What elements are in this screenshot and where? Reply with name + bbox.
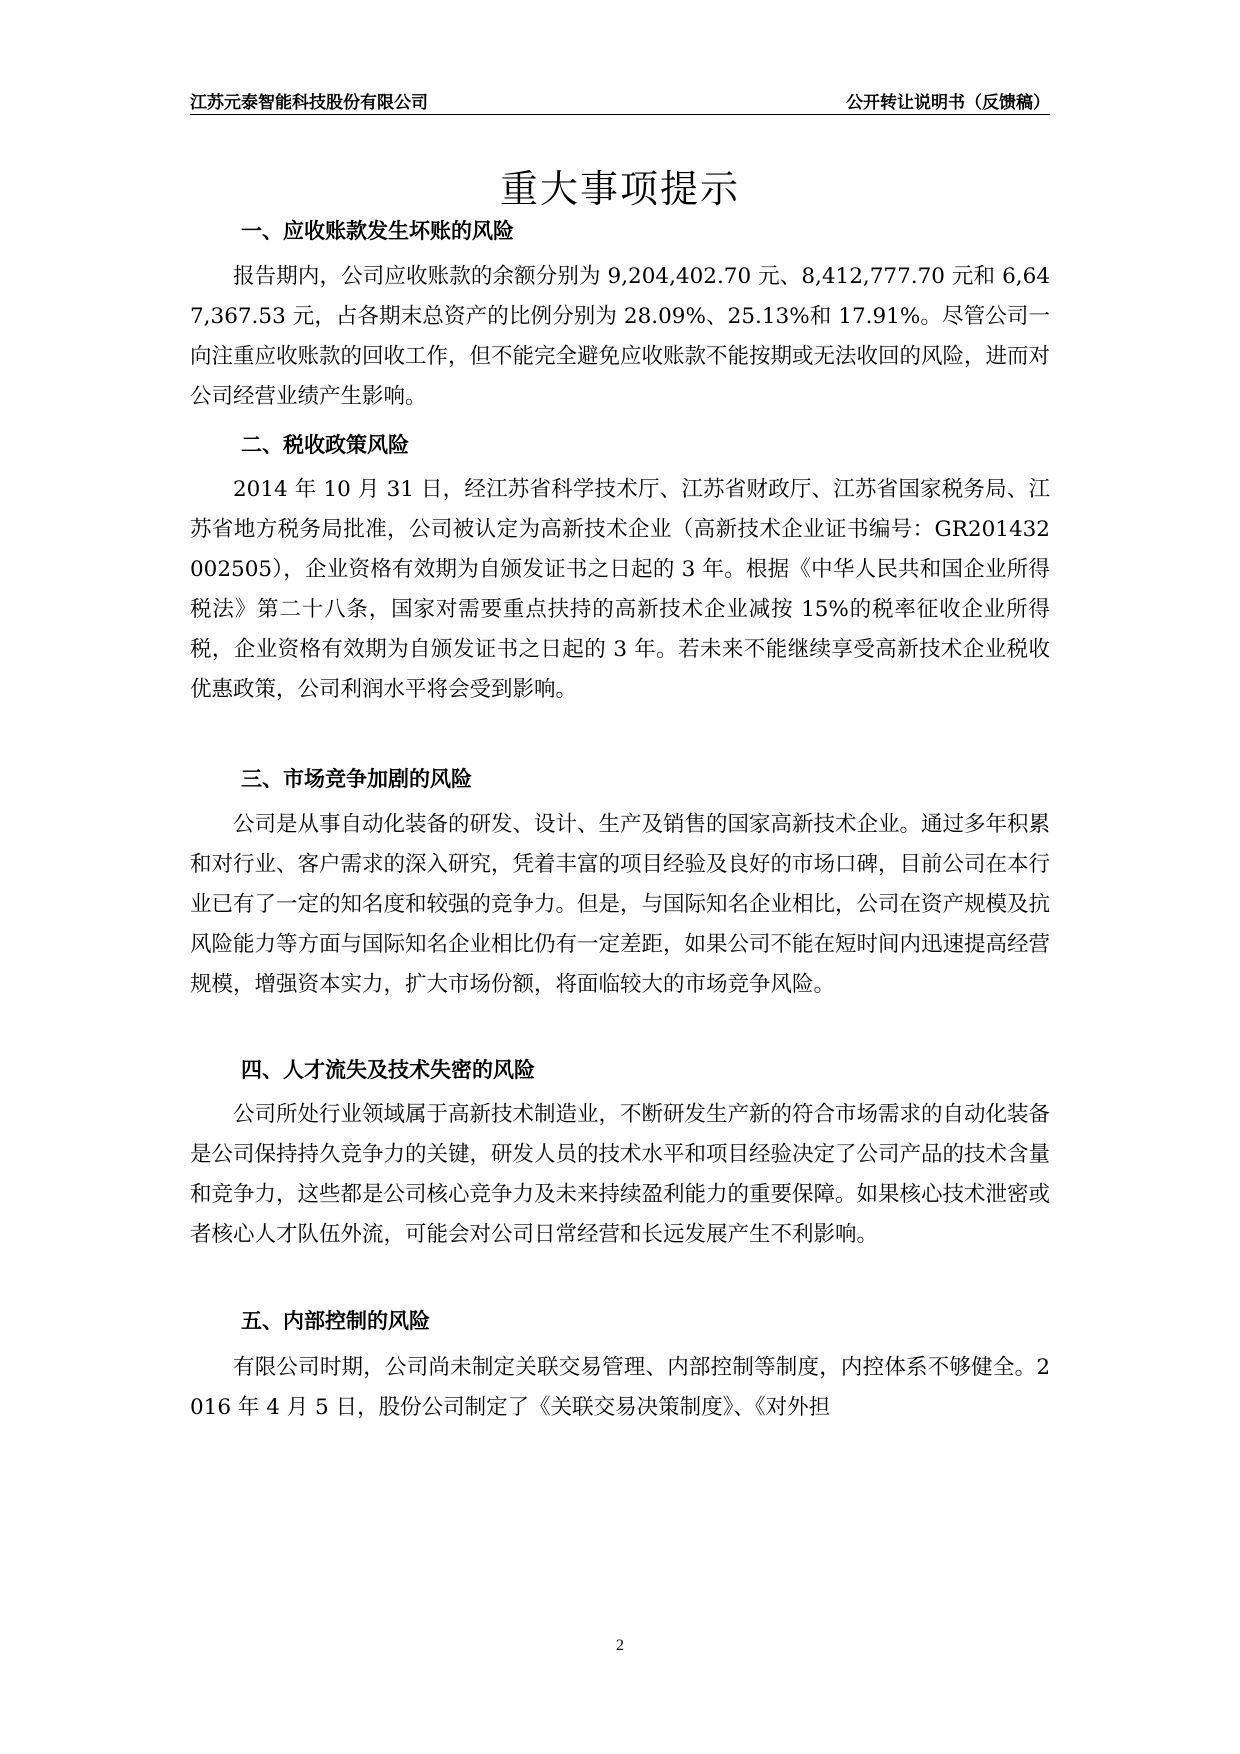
section-body-5: 有限公司时期，公司尚未制定关联交易管理、内部控制等制度，内控体系不够健全。2016 年 4 月 5 日，股份公司制定了《关联交易决策制度》、《对外担 <box>190 1355 1050 1420</box>
page-number: 2 <box>616 1637 624 1654</box>
section-heading-2: 二、税收政策风险 <box>241 433 409 457</box>
page-header <box>190 88 1050 114</box>
section-heading-5: 五、内部控制的风险 <box>241 1309 430 1333</box>
section-body-2: 2014 年 10 月 31 日，经江苏省科学技术厅、江苏省财政厅、江苏省国家税务局、江苏省地方税务局批准，公司被认定为高新技术企业（高新技术企业证书编号：GR201432002505），企业资格有效期为自颁发证书之日起的 3 年。根据《中华人民共和国企业所得税法》第二十八条，国家对需要重点扶持的高新技术企业减按 15%的税率征收企业所得税，企业资格有效期为自颁发证书之日起的 3 年。若未来不能继续享受高新技术企业税收优惠政策，公司利润水平将会受到影响。 <box>190 477 1050 702</box>
section-heading-4: 四、人才流失及技术失密的风险 <box>241 1058 535 1082</box>
section-body-4: 公司所处行业领域属于高新技术制造业，不断研发生产新的符合市场需求的自动化装备是公司保持持久竞争力的关键，研发人员的技术水平和项目经验决定了公司产品的技术含量和竞争力，这些都是公司核心竞争力及未来持续盈利能力的重要保障。如果核心技术泄密或者核心人才队伍外流，可能会对公司日常经营和长远发展产生不利影响。 <box>190 1102 1051 1247</box>
header-divider <box>190 114 1050 115</box>
section-body-1: 报告期内，公司应收账款的余额分别为 9,204,402.70 元、8,412,777.70 元和 6,647,367.53 元，占各期末总资产的比例分别为 28.09%、25.13%和 17.91%。尽管公司一向注重应收账款的回收工作，但不能完全避免应收账款不能按期或无法收回的风险，进而对公司经营业绩产生影响。 <box>190 264 1051 409</box>
section-heading-3: 三、市场竞争加剧的风险 <box>241 767 472 791</box>
page-title: 重大事项提示 <box>499 167 740 211</box>
section-body-3: 公司是从事自动化装备的研发、设计、生产及销售的国家高新技术企业。通过多年积累和对行业、客户需求的深入研究，凭着丰富的项目经验及良好的市场口碑，目前公司在本行业已有了一定的知名度和较强的竞争力。但是，与国际知名企业相比，公司在资产规模及抗风险能力等方面与国际知名企业相比仍有一定差距，如果公司不能在短时间内迅速提高经营规模，增强资本实力，扩大市场份额，将面临较大的市场竞争风险。 <box>190 812 1051 997</box>
section-heading-1: 一、应收账款发生坏账的风险 <box>241 219 514 243</box>
header-document-type: 公开转让说明书（反馈稿） <box>846 93 1050 113</box>
header-company-name: 江苏元泰智能科技股份有限公司 <box>190 93 428 113</box>
